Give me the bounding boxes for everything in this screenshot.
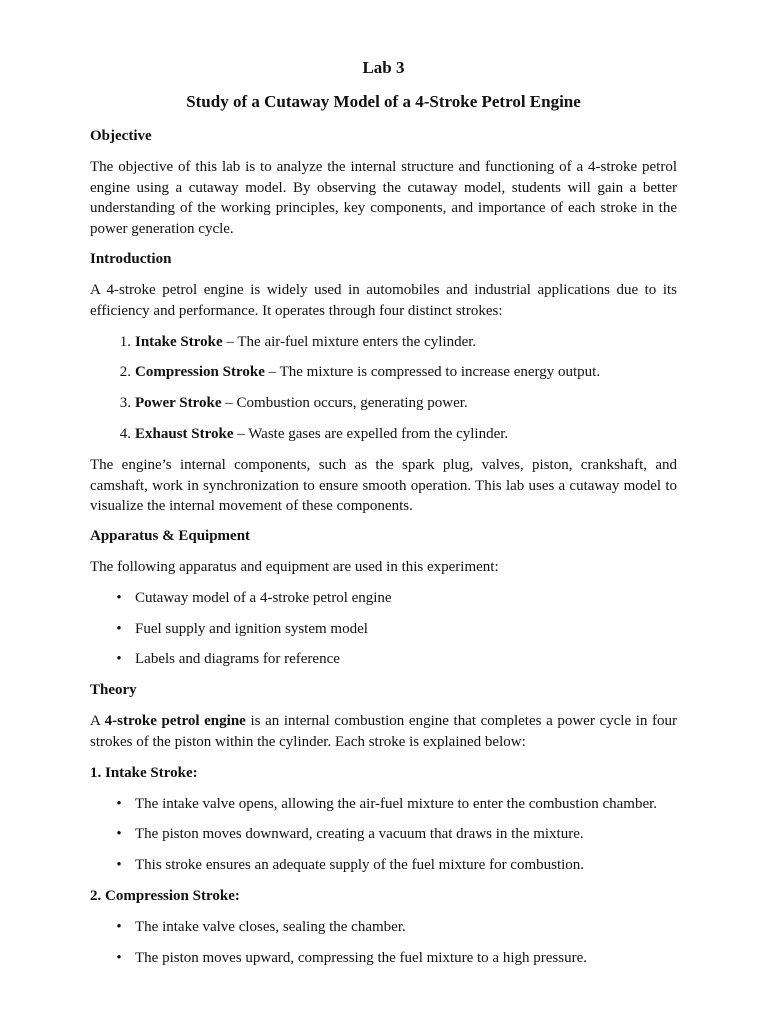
list-number: 3.	[119, 395, 131, 411]
list-number: 1.	[119, 334, 131, 350]
intake-stroke-heading: 1. Intake Stroke:	[90, 765, 198, 781]
list-item	[119, 424, 677, 445]
bullet-icon: •	[116, 590, 122, 606]
list-item	[119, 393, 677, 414]
list-number: 4.	[119, 426, 131, 442]
list-item: • Labels and diagrams for reference	[135, 649, 677, 670]
list-item: • The piston moves downward, creating a vacuum that draws in the mixture.	[135, 824, 677, 845]
list-item: • The intake valve closes, sealing the chamber.	[135, 917, 677, 938]
list-item	[119, 362, 677, 383]
list-item: • Cutaway model of a 4-stroke petrol engine	[135, 588, 677, 609]
bullet-icon: •	[116, 826, 122, 842]
bullet-icon: •	[116, 621, 122, 637]
objective-text: The objective of this lab is to analyze the internal structure and functioning of a 4-stroke petrol engine using a cutaway model. By observing the cutaway model, students will gain a better understanding of the working principles, key components, and importance of each stroke in the power generation cycle.	[90, 159, 677, 237]
apparatus-text: The following apparatus and equipment are used in this experiment:	[90, 559, 499, 575]
list-item	[119, 332, 677, 353]
list-number: 2.	[119, 364, 131, 380]
theory-heading: Theory	[90, 682, 137, 698]
introduction-closing: The engine’s internal components, such as the spark plug, valves, piston, crankshaft, and camshaft, work in synchronization to ensure smooth operation. This lab uses a cutaway model to visualize the internal movement of these components.	[90, 457, 677, 514]
list-item: • The intake valve opens, allowing the air-fuel mixture to enter the combustion chamber.	[135, 794, 677, 815]
bullet-icon: •	[116, 651, 122, 667]
bullet-icon: •	[116, 919, 122, 935]
list-item: • Fuel supply and ignition system model	[135, 619, 677, 640]
introduction-heading: Introduction	[90, 251, 172, 267]
theory-intro: A 4-stroke petrol engine is an internal combustion engine that completes a power cycle in four strokes of the piston within the cylinder. Each stroke is explained below:	[90, 713, 678, 750]
stroke-desc: – The air-fuel mixture enters the cylinder.	[222, 334, 477, 350]
bullet-icon: •	[116, 857, 122, 873]
stroke-desc: – The mixture is compressed to increase energy output.	[264, 364, 601, 380]
objective-heading: Objective	[90, 128, 152, 144]
list-item: • The piston moves upward, compressing the fuel mixture to a high pressure.	[135, 948, 677, 969]
bullet-icon: •	[116, 950, 122, 966]
introduction-text: A 4-stroke petrol engine is widely used in automobiles and industrial applications due to its efficiency and performance. It operates through four distinct strokes:	[90, 282, 677, 319]
stroke-name: Compression Stroke	[135, 364, 265, 380]
document-subtitle: Study of a Cutaway Model of a 4-Stroke Petrol Engine	[186, 92, 581, 111]
stroke-name: Power Stroke	[135, 395, 222, 411]
stroke-desc: – Waste gases are expelled from the cylinder.	[233, 426, 509, 442]
stroke-name: Intake Stroke	[135, 334, 223, 350]
lab-title: Lab 3	[362, 58, 405, 77]
bullet-icon: •	[116, 796, 122, 812]
list-item: • This stroke ensures an adequate supply of the fuel mixture for combustion.	[135, 855, 677, 876]
apparatus-heading: Apparatus & Equipment	[90, 528, 251, 544]
compression-stroke-heading: 2. Compression Stroke:	[90, 888, 240, 904]
stroke-desc: – Combustion occurs, generating power.	[221, 395, 468, 411]
stroke-name: Exhaust Stroke	[135, 426, 234, 442]
